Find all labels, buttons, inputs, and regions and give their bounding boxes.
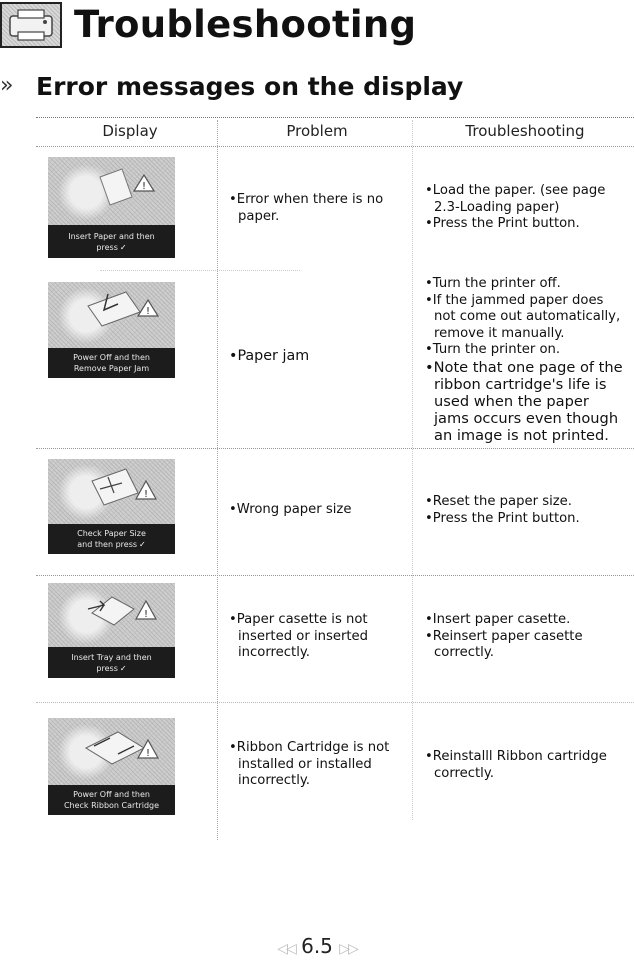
solution-item: • Insert paper casette. <box>425 612 625 629</box>
display-message <box>48 785 175 815</box>
solution-item: • Turn the printer on. <box>425 342 625 359</box>
column-header-display: Display <box>102 122 158 140</box>
page-number: 6.5 <box>301 934 333 958</box>
solution-cell <box>425 276 625 444</box>
ok-button-icon: ✓ <box>139 540 146 549</box>
problem-cell <box>229 740 409 790</box>
svg-text:!: ! <box>145 306 151 317</box>
display-message-line: and then press <box>77 540 138 549</box>
section-heading <box>0 68 634 108</box>
solution-cell <box>425 749 625 782</box>
solution-cell <box>425 612 625 662</box>
solution-item: • Turn the printer off. <box>425 276 625 293</box>
page-right-arrow-icon: ▷▷ <box>339 941 357 957</box>
display-message-line: Remove Paper Jam <box>73 364 150 373</box>
display-message-line: Check Paper Size <box>77 529 146 538</box>
display-message-line: Check Ribbon Cartridge <box>63 801 160 810</box>
printer-icon <box>0 2 62 48</box>
display-message <box>48 348 175 378</box>
display-message <box>48 647 175 678</box>
solution-item: • Load the paper. (see page 2.3-Loading paper) <box>425 183 625 216</box>
problem-cell <box>229 192 399 225</box>
svg-text:!: ! <box>145 748 151 759</box>
svg-text:!: ! <box>143 489 149 500</box>
column-header-problem: Problem <box>286 122 348 140</box>
row-divider <box>36 702 634 703</box>
row-divider <box>36 575 634 576</box>
solution-item: • Reinsert paper casette correctly. <box>425 629 625 662</box>
row-divider <box>100 270 300 271</box>
problem-item: • Wrong paper size <box>229 502 399 519</box>
svg-text:!: ! <box>141 181 147 192</box>
display-message-line: Insert Paper and then <box>68 231 155 241</box>
column-divider <box>217 120 218 840</box>
section-title: Error messages on the display <box>36 72 464 101</box>
solution-item: • Note that one page of the ribbon cartridge's life is used when the paper jams occurs even though an image is not printed. <box>425 359 625 444</box>
table-top-divider <box>36 117 634 118</box>
column-divider <box>412 120 413 820</box>
solution-item: • Press the Print button. <box>425 216 625 233</box>
problem-item: • Error when there is no paper. <box>229 192 399 225</box>
double-chevron-right-icon: » <box>0 73 14 98</box>
display-screen-insert-paper <box>48 157 175 258</box>
solution-item: • If the jammed paper does not come out automatically, remove it manually. <box>425 293 625 343</box>
problem-item: • Ribbon Cartridge is not installed or installed incorrectly. <box>229 740 409 790</box>
display-screen-insert-tray <box>48 583 175 678</box>
problem-item: • Paper casette is not inserted or inserted incorrectly. <box>229 612 409 662</box>
page-left-arrow-icon: ◁◁ <box>277 941 295 957</box>
display-message-line: Power Off and then <box>73 790 150 799</box>
page-title: Troubleshooting <box>74 3 417 46</box>
header-row-divider <box>36 146 634 147</box>
solution-cell <box>425 494 625 527</box>
display-message <box>48 225 175 258</box>
solution-cell <box>425 183 625 233</box>
display-screen-paper-jam <box>48 282 175 378</box>
solution-item: • Press the Print button. <box>425 511 625 528</box>
display-message-line: press <box>96 242 118 252</box>
solution-item: • Reinstalll Ribbon cartridge correctly. <box>425 749 625 782</box>
problem-item: • Paper jam <box>229 348 399 365</box>
ok-button-icon: ✓ <box>119 663 127 673</box>
row-divider <box>36 448 634 449</box>
display-screen-check-ribbon <box>48 718 175 815</box>
problem-cell <box>229 502 399 519</box>
display-screen-check-paper-size <box>48 459 175 554</box>
display-message-line: press <box>96 663 118 673</box>
column-header-troubleshooting: Troubleshooting <box>465 122 585 140</box>
ok-button-icon: ✓ <box>119 242 127 252</box>
problem-cell <box>229 348 399 365</box>
page-footer <box>0 935 634 957</box>
display-message <box>48 524 175 554</box>
display-message-line: Insert Tray and then <box>71 652 152 662</box>
solution-item: • Reset the paper size. <box>425 494 625 511</box>
page-header <box>0 0 634 56</box>
svg-text:!: ! <box>143 609 149 620</box>
problem-cell <box>229 612 409 662</box>
display-message-line: Power Off and then <box>73 353 150 362</box>
